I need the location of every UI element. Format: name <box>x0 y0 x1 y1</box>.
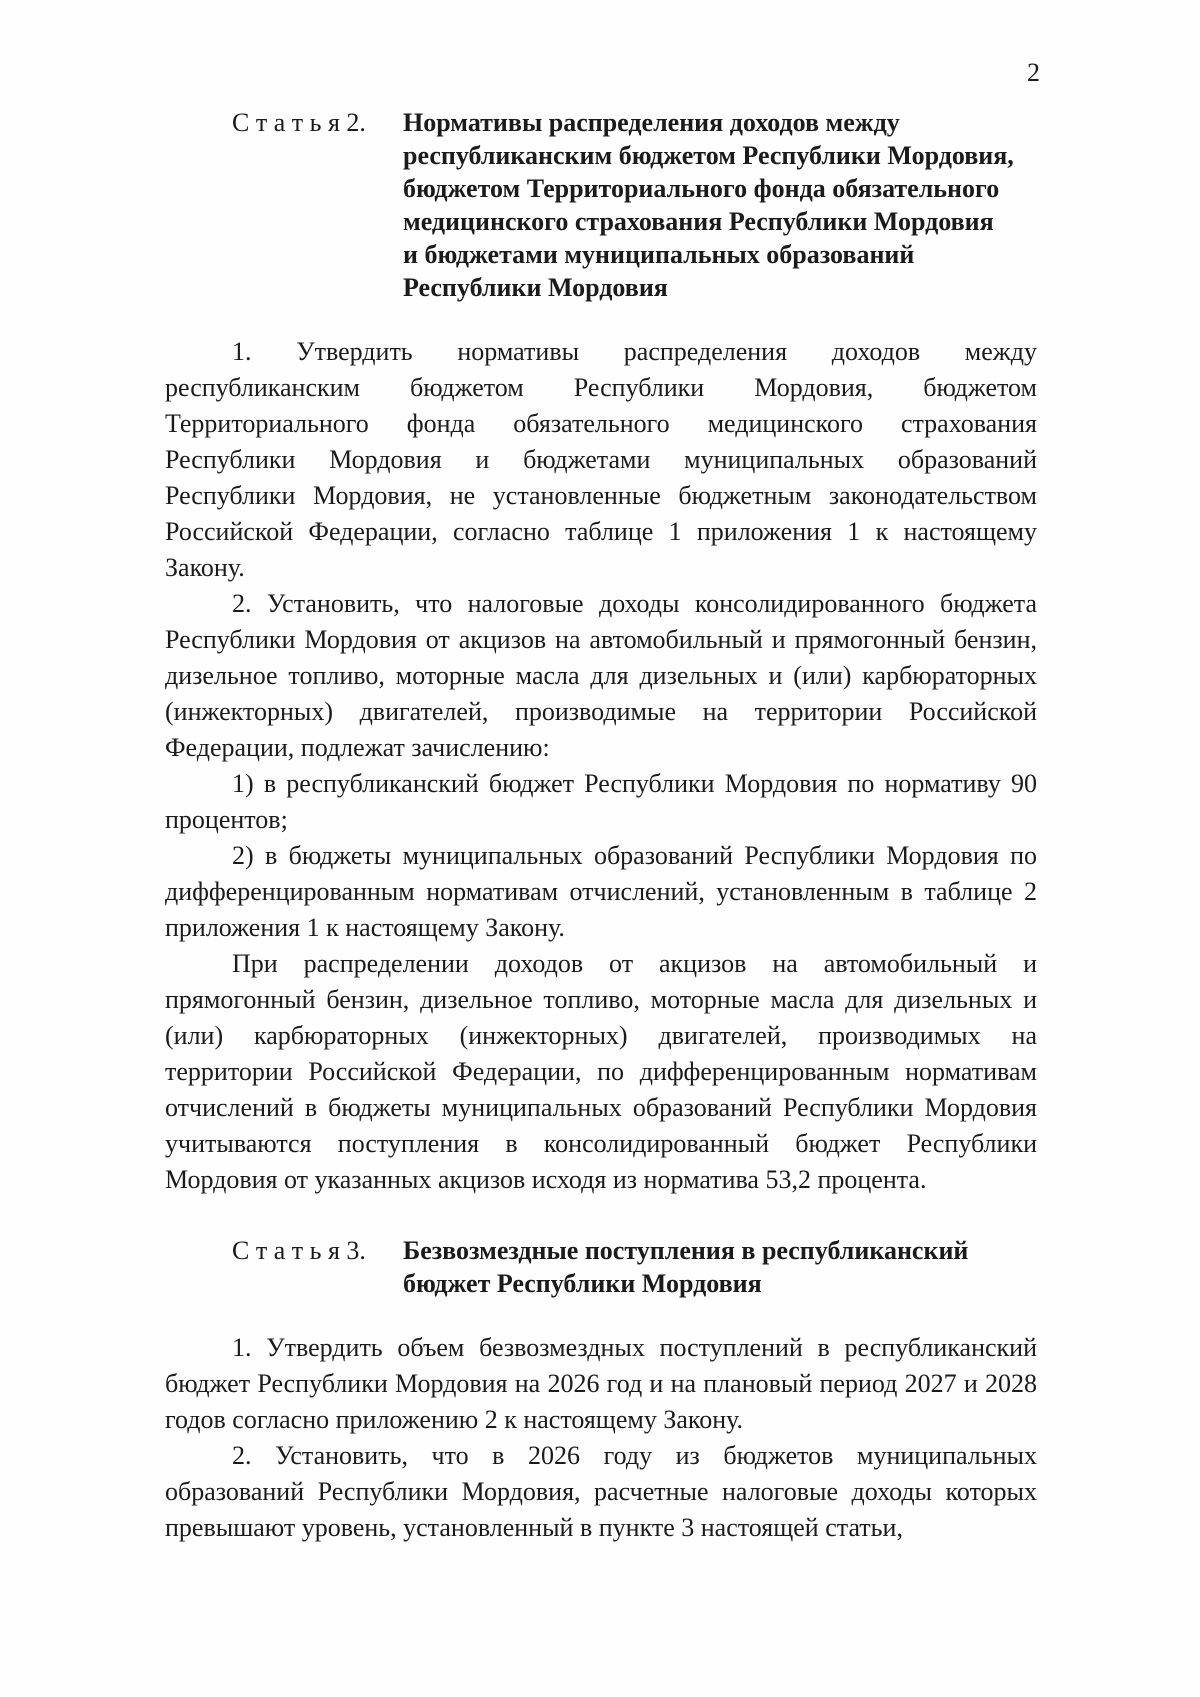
article-title-line: Республики Мордовия <box>403 273 668 302</box>
article-title-line: бюджетом Территориального фонда обязательного <box>403 174 1000 203</box>
paragraph: 1. Утвердить объем безвозмездных поступлений в республиканский бюджет Республики Мордовия на 2026 год и на плановый период 2027 и 2028 годов согласно приложению 2 к настоящему Закону. <box>165 1333 1037 1434</box>
article-2 <box>165 106 1037 1198</box>
paragraph: 2. Установить, что налоговые доходы консолидированного бюджета Республики Мордовия от акцизов на автомобильный и прямогонный бензин, дизельное топливо, моторные масла для дизельных и (или) карбюраторных (инжекторных) двигателей, производимые на территории Российской Федерации, подлежат зачислению: <box>165 589 1037 762</box>
article-3 <box>165 1234 1037 1546</box>
article-title-line: Безвозмездные поступления в республиканский <box>403 1236 969 1265</box>
paragraph: 1) в республиканский бюджет Республики Мордовия по нормативу 90 процентов; <box>165 769 1037 834</box>
article-2-heading <box>232 106 1037 304</box>
article-title-line: медицинского страхования Республики Мордовия <box>403 207 994 236</box>
document-content <box>165 106 1037 1546</box>
page-number: 2 <box>1027 58 1040 87</box>
article-2-title <box>403 106 1014 304</box>
paragraph: 2. Установить, что в 2026 году из бюджетов муниципальных образований Республики Мордовия, расчетные налоговые доходы которых превышают уровень, установленный в пункте 3 настоящей статьи, <box>165 1441 1037 1542</box>
paragraph: При распределении доходов от акцизов на автомобильный и прямогонный бензин, дизельное топливо, моторные масла для дизельных и (или) карбюраторных (инжекторных) двигателей, производимых на территории Российской Федерации, по дифференцированным нормативам отчислений в бюджеты муниципальных образований Республики Мордовия учитываются поступления в консолидированный бюджет Республики Мордовия от указанных акцизов исходя из норматива 53,2 процента. <box>165 949 1037 1194</box>
article-3-label: С т а т ь я 3. <box>232 1236 366 1265</box>
article-3-title <box>403 1234 968 1300</box>
article-3-heading <box>232 1234 1037 1300</box>
paragraph: 1. Утвердить нормативы распределения доходов между республиканским бюджетом Республики Мордовия, бюджетом Территориального фонда обязательного медицинского страхования Республики Мордовия и бюджетами муниципальных образований Республики Мордовия, не установленные бюджетным законодательством Российской Федерации, согласно таблице 1 приложения 1 к настоящему Закону. <box>165 337 1037 582</box>
article-title-line: республиканским бюджетом Республики Мордовия, <box>403 141 1014 170</box>
article-title-line: Нормативы распределения доходов между <box>403 108 900 137</box>
paragraph: 2) в бюджеты муниципальных образований Республики Мордовия по дифференцированным нормативам отчислений, установленным в таблице 2 приложения 1 к настоящему Закону. <box>165 841 1037 942</box>
article-title-line: бюджет Республики Мордовия <box>403 1269 762 1298</box>
article-2-label: С т а т ь я 2. <box>232 108 366 137</box>
article-title-line: и бюджетами муниципальных образований <box>403 240 915 269</box>
